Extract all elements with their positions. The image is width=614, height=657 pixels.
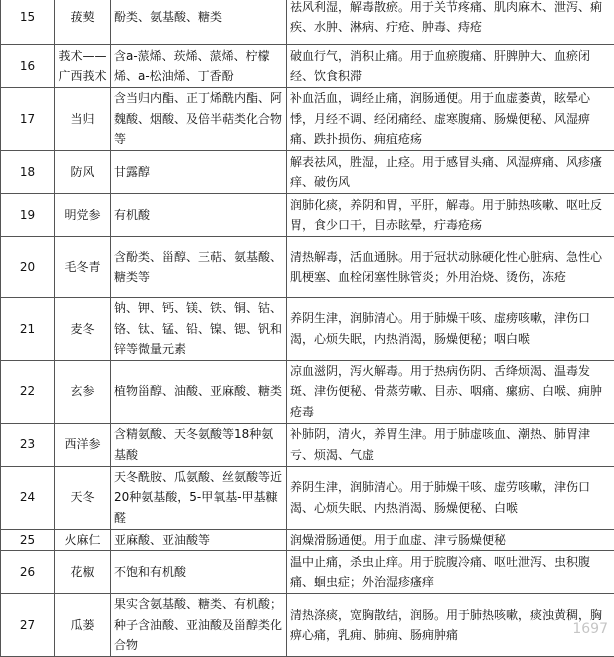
- table-row: [1, 423, 614, 466]
- table-row: [1, 466, 614, 529]
- table-row: [1, 551, 614, 594]
- table-row: [1, 594, 614, 657]
- herb-name: 火麻仁: [55, 529, 111, 551]
- row-number: 17: [1, 88, 55, 151]
- herb-effects: 养阴生津，润肺清心。用于肺燥干咳、虚劳咳嗽，津伤口渴、心烦失眠、内热消渴、肠燥便秘、白喉: [287, 466, 614, 529]
- herb-effects: 凉血滋阴，泻火解毒。用于热病伤阴、舌绛烦渴、温毒发斑、津伤便秘、骨蒸劳嗽、目赤、咽痛、瘰疬、白喉、痈肿疮毒: [287, 360, 614, 423]
- herb-components: 不饱和有机酸: [111, 551, 287, 594]
- table-row: [1, 237, 614, 298]
- herb-components: 含酚类、甾醇、三萜、氨基酸、糖类等: [111, 237, 287, 298]
- herb-name: 天冬: [55, 466, 111, 529]
- herb-components: 甘露醇: [111, 151, 287, 194]
- herb-components: 钠、钾、钙、镁、铁、铜、钴、铬、钛、锰、铅、镍、锶、钒和锌等微量元素: [111, 298, 287, 361]
- herb-components: 酚类、氨基酸、糖类: [111, 0, 287, 45]
- herb-effects: 清热解毒，活血通脉。用于冠状动脉硬化性心脏病、急性心肌梗塞、血栓闭塞性脉管炎；外用治烧、烫伤，冻疮: [287, 237, 614, 298]
- table-row: [1, 88, 614, 151]
- herb-effects: 温中止痛，杀虫止痒。用于脘腹冷痛、呕吐泄泻、虫积腹痛、蛔虫症；外治湿疹瘙痒: [287, 551, 614, 594]
- herb-effects: 补肺阴，清火，养胃生津。用于肺虚咳血、潮热、肺胃津亏、烦渴、气虚: [287, 423, 614, 466]
- row-number: 27: [1, 594, 55, 657]
- row-number: 16: [1, 45, 55, 88]
- table-row: [1, 194, 614, 237]
- herb-name: 花椒: [55, 551, 111, 594]
- herb-name: 防风: [55, 151, 111, 194]
- herb-effects: 清热涤痰，宽胸散结，润肠。用于肺热咳嗽，痰浊黄稠，胸痹心痛，乳痈、肺痈、肠痈肿痛: [287, 594, 614, 657]
- herb-effects: 养阴生津，润肺清心。用于肺燥干咳、虚痨咳嗽，津伤口渴，心烦失眠，内热消渴，肠燥便秘；咽白喉: [287, 298, 614, 361]
- row-number: 23: [1, 423, 55, 466]
- herb-effects: 破血行气，消积止痛。用于血瘀腹痛、肝脾肿大、血瘀闭经、饮食积滞: [287, 45, 614, 88]
- row-number: 20: [1, 237, 55, 298]
- watermark: 1697: [572, 621, 608, 637]
- herb-effects: 祛风利湿，解毒散瘀。用于关节疼痛、肌肉麻木、泄泻、痢疾、水肿、淋病、疔疮、肿毒、痔疮: [287, 0, 614, 45]
- row-number: 25: [1, 529, 55, 551]
- herb-name: 玄参: [55, 360, 111, 423]
- herb-components: 果实含氨基酸、糖类、有机酸；种子含油酸、亚油酸及甾醇类化合物: [111, 594, 287, 657]
- herb-name: 麦冬: [55, 298, 111, 361]
- table-row: [1, 45, 614, 88]
- herb-components: 含a-蒎烯、莰烯、蒎烯、柠檬烯、a-松油烯、丁香酚: [111, 45, 287, 88]
- row-number: 18: [1, 151, 55, 194]
- herb-name: 当归: [55, 88, 111, 151]
- table-row: [1, 360, 614, 423]
- herb-effects: 解表祛风，胜湿，止痉。用于感冒头痛、风湿痹痛、风疹瘙痒、破伤风: [287, 151, 614, 194]
- herb-name: 西洋参: [55, 423, 111, 466]
- herb-name: 瓜蒌: [55, 594, 111, 657]
- herb-name: 菝葜: [55, 0, 111, 45]
- herb-components: 植物甾醇、油酸、亚麻酸、糖类: [111, 360, 287, 423]
- table-row: [1, 151, 614, 194]
- herb-name: 毛冬青: [55, 237, 111, 298]
- herb-components: 有机酸: [111, 194, 287, 237]
- row-number: 22: [1, 360, 55, 423]
- herb-effects: 润燥滑肠通便。用于血虚、津亏肠燥便秘: [287, 529, 614, 551]
- herb-name: 莪术——广西莪术: [55, 45, 111, 88]
- row-number: 15: [1, 0, 55, 45]
- table-row: [1, 529, 614, 551]
- herb-name: 明党参: [55, 194, 111, 237]
- table-row: [1, 0, 614, 45]
- herb-effects: 补血活血，调经止痛，润肠通便。用于血虚萎黄，眩晕心悸，月经不调、经闭痛经、虚寒腹痛、肠燥便秘、风湿痹痛、跌扑损伤、痈疽疮疡: [287, 88, 614, 151]
- herb-components: 亚麻酸、亚油酸等: [111, 529, 287, 551]
- herb-components: 含精氨酸、天冬氨酸等18种氨基酸: [111, 423, 287, 466]
- row-number: 19: [1, 194, 55, 237]
- herb-components: 天冬酰胺、瓜氨酸、丝氨酸等近20种氨基酸，5-甲氧基-甲基糠醛: [111, 466, 287, 529]
- herb-components: 含当归内酯、正丁烯酰内酯、阿魏酸、烟酸、及倍半萜类化合物等: [111, 88, 287, 151]
- row-number: 24: [1, 466, 55, 529]
- table-row: [1, 298, 614, 361]
- row-number: 26: [1, 551, 55, 594]
- row-number: 21: [1, 298, 55, 361]
- herb-effects: 润肺化痰，养阴和胃，平肝，解毒。用于肺热咳嗽、呕吐反胃，食少口干，目赤眩晕，疔毒疮疡: [287, 194, 614, 237]
